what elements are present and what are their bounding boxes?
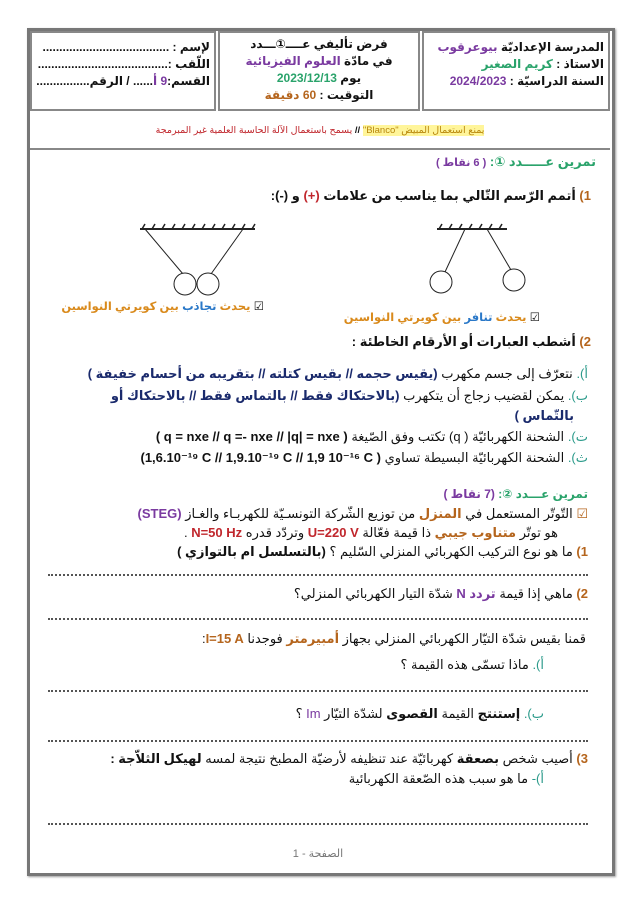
exam-date: يوم 2023/12/13 bbox=[276, 71, 362, 85]
item-a: أ). نتعرّف إلى جسم مكهرب (يقيس حجمه // بقيس كتلته // بتقريبه من أحسام خفيفة ) bbox=[87, 366, 588, 381]
exercise1-q2: 2) أشطب العبارات أو الأرقام الخاطئة : bbox=[351, 334, 591, 349]
item-d: ث). الشحنة الكهربائيّة البسيطة تساوي (1,6.10⁻¹⁹ C // 1,9.10⁻¹⁹ C // 1,9 10⁻¹⁶ C ) bbox=[140, 450, 588, 465]
checkbox-icon[interactable]: ☑ bbox=[529, 312, 540, 324]
attraction-pendulum-diagram bbox=[125, 222, 265, 302]
ball-right bbox=[503, 269, 525, 291]
exercise2-q1: 1) ما هو نوع التركيب الكهربائي المنزلي السّليم ؟ (بالتسلسل ام بالتوازي ) bbox=[177, 544, 588, 559]
ball-left bbox=[174, 273, 196, 295]
exercise2-q3a: أ)- ما هو سبب هذه الصّعقة الكهربائية bbox=[348, 771, 544, 786]
exercise2-q3: 3) أصيب شخص بصعقة كهربائيّة عند تنظيفه لأرضيّة المطبخ نتيجة لمسه لهيكل الثلاّجة : bbox=[110, 751, 588, 766]
string-left bbox=[145, 229, 183, 274]
exercise2-q2: 2) ماهي إذا قيمة تردد N شدّة التيار الكهربائي المنزلي؟ bbox=[293, 586, 588, 601]
answer-line[interactable] bbox=[48, 740, 588, 742]
exam-subject: في مادّة العلوم الفيزيائية bbox=[245, 54, 393, 68]
repulsion-pendulum-diagram bbox=[425, 222, 535, 302]
teacher: الاستاذ : كريم الصغير bbox=[481, 57, 604, 71]
class-number-field[interactable]: القسم:9 أ...... / الرقم................ bbox=[36, 74, 210, 88]
exercise1-q1: 1) أتمم الرّسم التّالي بما يناسب من علامات (+) و (-): bbox=[270, 188, 591, 203]
exercise2-qa: أ). ماذا تسمّى هذه القيمة ؟ bbox=[400, 657, 544, 672]
exercise2-qb: ب). إستنتج القيمة القصوى لشدّة التيّار Im ؟ bbox=[295, 706, 544, 721]
exercise2-title: تمرين عـــدد ②: (7 نقاط ) bbox=[443, 487, 588, 501]
caption-attraction: ☑ يحدث تجاذب بين كويرتي النواسين bbox=[61, 301, 264, 313]
school-info-box bbox=[422, 31, 610, 111]
page-number: الصفحة - 1 bbox=[292, 848, 344, 860]
string-right bbox=[211, 229, 243, 274]
item-b-cont: بالتّماس ) bbox=[514, 408, 574, 423]
measure-statement: قمنا بقيس شدّة التيّار الكهربائي المنزلي بجهاز أمبيرمتر فوجدنا I=15 A: bbox=[201, 631, 586, 646]
string-left bbox=[445, 229, 465, 272]
exam-info-box bbox=[218, 31, 420, 111]
item-b: ب). يمكن لقضيب زجاج أن يتكهرب (بالاحتكاك فقط // بالتماس فقط // بالاحتكاك أو bbox=[110, 388, 588, 403]
exercise2-intro-2: هو توتّر متناوب جيبي ذا قيمة فعّالة U=220 V وتردّد قدره N=50 Hz . bbox=[183, 525, 558, 540]
exam-duration: التوقيت : 60 دقيقة bbox=[264, 88, 374, 102]
item-c: ت). الشحنة الكهربائيّة ( q) تكتب وفق الصّيغة ( q = nxe // q =- nxe // |q| = nxe ) bbox=[155, 429, 588, 444]
ball-right bbox=[197, 273, 219, 295]
string-right bbox=[487, 229, 511, 270]
exercise1-title: تمرين عـــــدد ①: ( 6 نقاط ) bbox=[436, 154, 596, 169]
name-field[interactable]: لإسم : ...................................... bbox=[42, 40, 210, 54]
student-info-box bbox=[30, 31, 216, 111]
school-name: المدرسة الإعداديّة بيوعرقوب bbox=[437, 40, 604, 54]
answer-line[interactable] bbox=[48, 823, 588, 825]
surname-field[interactable]: اللّقب :....................................... bbox=[37, 57, 210, 71]
exam-title: فرض تأليفي عــــ①ـــدد bbox=[250, 37, 388, 51]
checkbox-icon[interactable]: ☑ bbox=[576, 506, 588, 521]
school-year: السنة الدراسيّة : 2024/2023 bbox=[449, 74, 604, 88]
caption-repulsion: ☑ يحدث تنافر بين كويرتي النواسين bbox=[343, 312, 540, 324]
checkbox-icon[interactable]: ☑ bbox=[253, 301, 264, 313]
instructions: يمنع استعمال المبيض "Blanco" // يسمح باستعمال الآلة الحاسبة العلمية غير المبرمجة bbox=[30, 114, 610, 150]
ball-left bbox=[430, 271, 452, 293]
answer-line[interactable] bbox=[48, 618, 588, 620]
exercise2-intro-1: ☑ التّوتّر المستعمل في المنزل من توزيع الشّركة التونسـيّة للكهربـاء والغـاز (STEG) bbox=[137, 506, 588, 521]
answer-line[interactable] bbox=[48, 690, 588, 692]
answer-line[interactable] bbox=[48, 574, 588, 576]
